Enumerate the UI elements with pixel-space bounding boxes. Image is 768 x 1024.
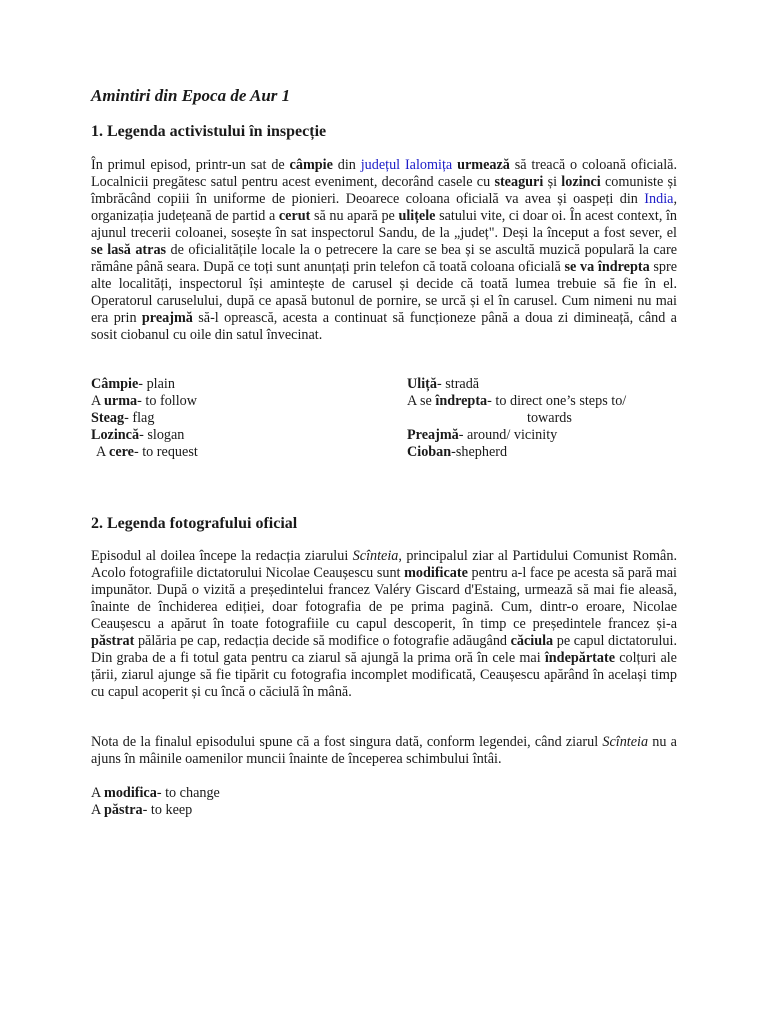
vocab-entry: A urma- to follow bbox=[91, 393, 198, 409]
vocab-entry: Steag- flag bbox=[91, 410, 155, 426]
vocab-entry: Cioban-shepherd bbox=[407, 444, 508, 460]
vocab-entry: Câmpie- plain bbox=[91, 376, 175, 392]
section-1-heading: 1. Legenda activistului în inspecție bbox=[91, 123, 327, 140]
document-title: Amintiri din Epoca de Aur 1 bbox=[91, 86, 291, 105]
vocab-entry: Preajmă- around/ vicinity bbox=[407, 427, 558, 443]
vocab-entry: Uliță- stradă bbox=[407, 376, 480, 392]
section-2-paragraph-2: Nota de la finalul episodului spune că a fost singura dată, conform legendei, când ziarul Scînteia nu a ajuns în mâinile oamenilor muncii înainte de începerea schimbului întâi. bbox=[91, 734, 677, 767]
section-1-paragraph: În primul episod, printr-un sat de câmpie din județul Ialomița urmează să treacă o coloană oficială. Localnicii pregătesc satul pentru acest eveniment, decorând casele cu steaguri și lozinci comuniste și îmbrăcând copiii în uniforme de pionieri. Deoarece coloana oficială va avea și oaspeți din India, organizația județeană de partid a cerut să nu apară pe ulițele satului vite, ci doar oi. În acest context, în ajunul trecerii coloanei, sosește în sat inspectorul Sandu, de la „județ". Deși la început a fost sever, el se lasă atras de oficialitățile locale la o petrecere la care se bea și se ascultă muzică populară la care rămâne până seara. După ce toți sunt anunțați prin telefon că toată coloana oficială se va îndrepta spre alte localități, inspectorul își amintește de carusel și decide că toată lumea trebuie să fie în el. Operatorul caruselului, după ce apasă butonul de pornire, se urcă și el în carusel. Cum nimeni nu mai era prin preajmă să-l oprească, acesta a continuat să funcționeze până a doua zi dimineață, când a sosit ciobanul cu oile din satul învecinat. bbox=[91, 157, 678, 343]
section-2-paragraph-1: Episodul al doilea începe la redacția ziarului Scînteia, principalul ziar al Partidului Comunist Român. Acolo fotografiile dictatorului Nicolae Ceaușescu sunt modificate pentru a-l face pe acesta să pară mai impunător. După o vizită a președintelui francez Valéry Giscard d'Estaing, urmează să mai fie aleasă, înainte de închiderea ediției, doar fotografia de pe prima pagină. Cum, dintr-o eroare, Nicolae Ceaușescu a apărut în toate fotografiile cu capul descoperit, în timp ce președintele francez și-a păstrat pălăria pe cap, redacția decide să modifice o fotografie adăugând căciula pe capul dictatorului. Din graba de a fi totul gata pentru ca ziarul să ajungă la prima oră în cele mai îndepărtate colțuri ale țării, ziarul ajunge să fie tipărit cu fotografia incomplet modificată, Ceaușescu apărând în același timp cu capul acoperit și cu încă o căciulă în mână. bbox=[91, 548, 677, 700]
link-judetul-ialomita[interactable]: județul Ialomița bbox=[360, 157, 453, 173]
section-2-heading: 2. Legenda fotografului oficial bbox=[91, 515, 298, 532]
vocab-entry: A cere- to request bbox=[96, 444, 198, 460]
vocab-entry: Lozincă- slogan bbox=[91, 427, 185, 443]
section-2-vocabulary bbox=[91, 785, 220, 819]
vocabulary-left-column bbox=[91, 376, 391, 461]
vocab-entry: A păstra- to keep bbox=[91, 802, 193, 818]
vocab-entry: A se îndrepta- to direct one’s steps to/ bbox=[407, 393, 627, 409]
vocab-entry-continuation: towards bbox=[527, 410, 572, 426]
vocab-entry: A modifica- to change bbox=[91, 785, 220, 801]
link-india[interactable]: India bbox=[644, 191, 674, 207]
vocabulary-right-column bbox=[407, 376, 677, 461]
